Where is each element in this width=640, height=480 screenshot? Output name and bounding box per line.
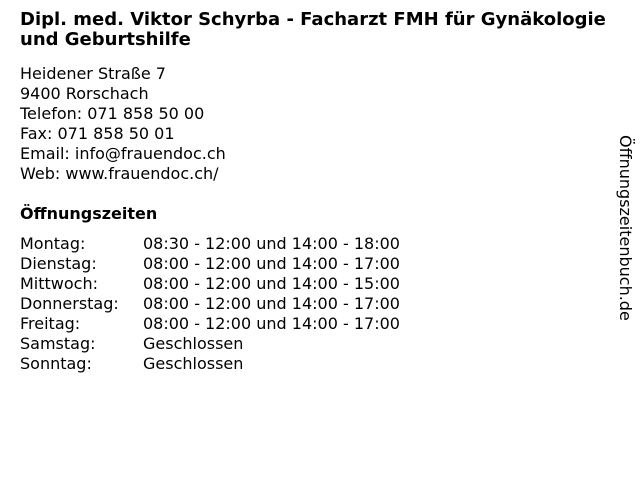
time-value: 08:00 - 12:00 und 14:00 - 17:00 [143,314,400,333]
hours-row [20,334,400,354]
hours-row [20,294,400,314]
hours-heading: Öffnungszeiten [20,204,158,223]
email-address: Email: info@frauendoc.ch [20,144,226,163]
fax-number: Fax: 071 858 50 01 [20,124,175,143]
contact-block [20,64,226,184]
time-value: Geschlossen [143,354,244,373]
hours-row [20,234,400,254]
day-label: Montag: [20,234,86,253]
day-label: Dienstag: [20,254,97,273]
time-value: 08:30 - 12:00 und 14:00 - 18:00 [143,234,400,253]
day-label: Sonntag: [20,354,92,373]
page-title: Dipl. med. Viktor Schyrba - Facharzt FMH für Gynäkologie und Geburtshilfe [20,9,606,50]
day-label: Freitag: [20,314,81,333]
city: 9400 Rorschach [20,84,149,103]
time-value: 08:00 - 12:00 und 14:00 - 15:00 [143,274,400,293]
day-label: Samstag: [20,334,96,353]
street-address: Heidener Straße 7 [20,64,166,83]
hours-row [20,254,400,274]
hours-row [20,274,400,294]
website: Web: www.frauendoc.ch/ [20,164,219,183]
time-value: Geschlossen [143,334,244,353]
hours-row [20,354,400,374]
hours-table [20,234,400,374]
site-watermark: Öffnungszeitenbuch.de [616,135,635,321]
day-label: Donnerstag: [20,294,119,313]
day-label: Mittwoch: [20,274,98,293]
hours-row [20,314,400,334]
time-value: 08:00 - 12:00 und 14:00 - 17:00 [143,294,400,313]
time-value: 08:00 - 12:00 und 14:00 - 17:00 [143,254,400,273]
phone-number: Telefon: 071 858 50 00 [20,104,205,123]
